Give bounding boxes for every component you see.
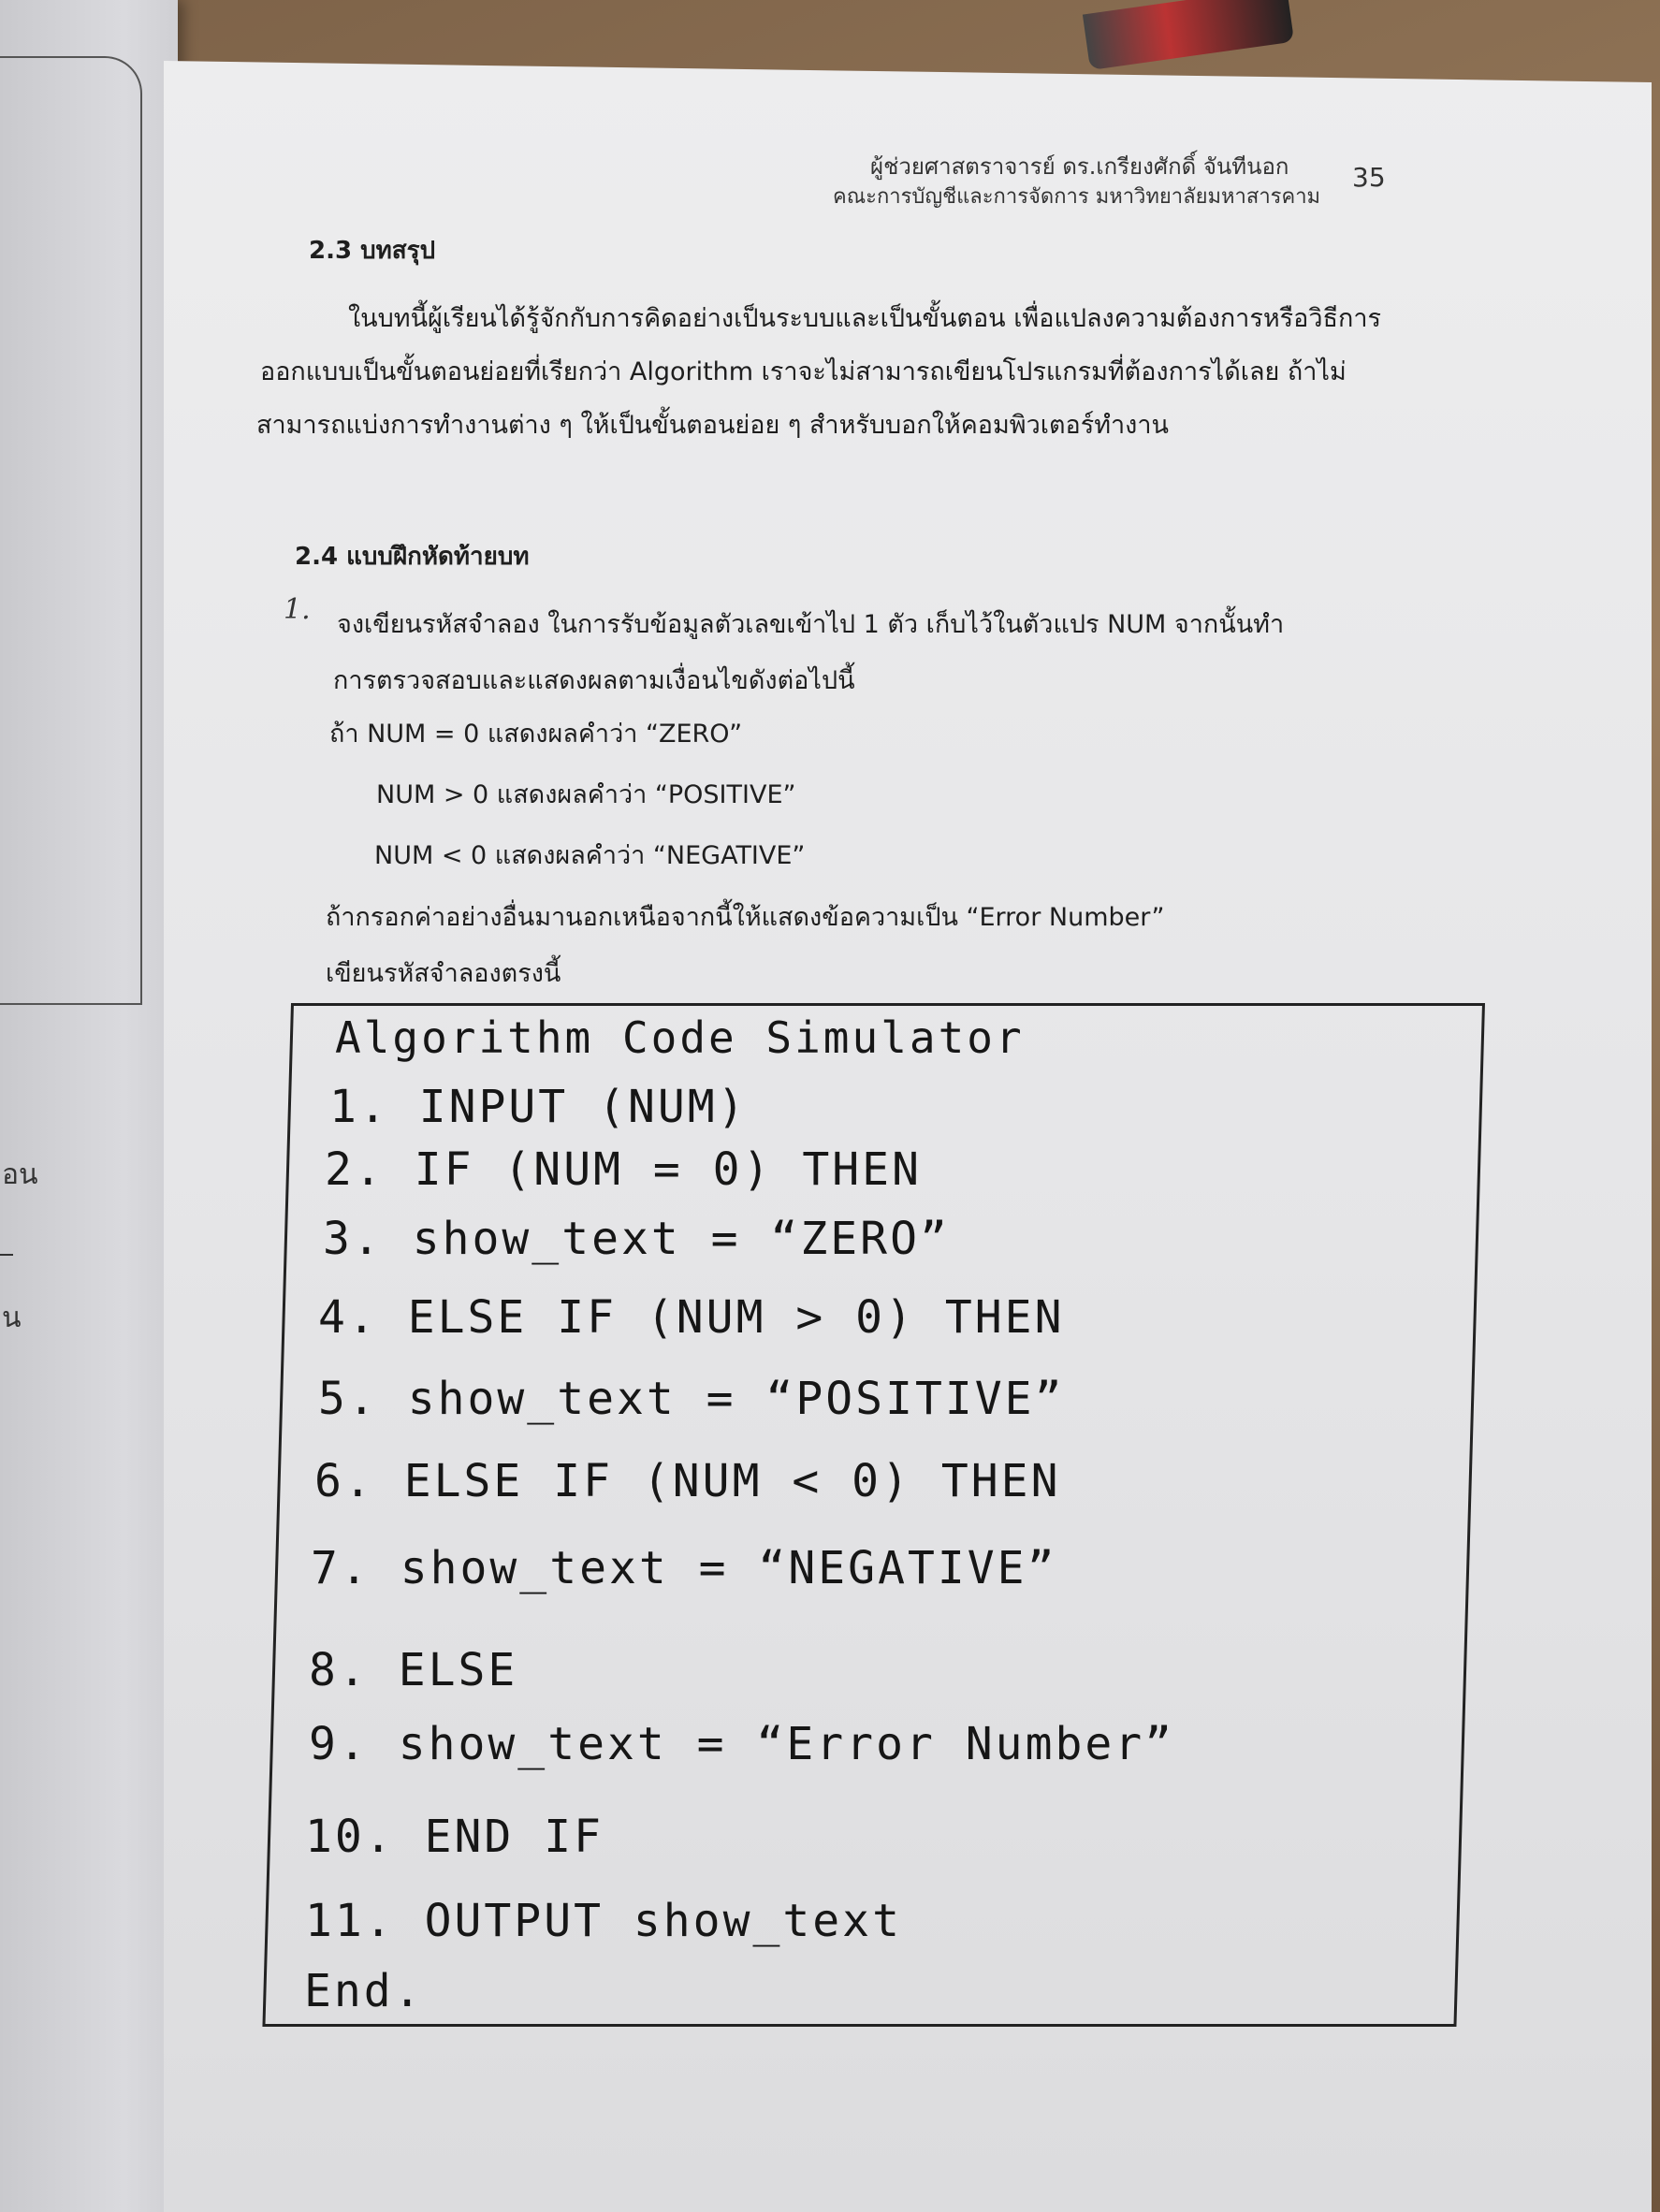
- handwritten-line: 10. END IF: [305, 1811, 604, 1863]
- handwritten-line: 2. IF (NUM = 0) THEN: [325, 1143, 922, 1196]
- left-page-fragment: น: [2, 1302, 22, 1334]
- left-page-frame: [0, 56, 142, 1005]
- handwritten-line: 9. show_text = “Error Number”: [309, 1718, 1175, 1770]
- answer-instruction: เขียนรหัสจำลองตรงนี้: [326, 959, 561, 988]
- handwritten-title: Algorithm Code Simulator: [335, 1012, 1025, 1063]
- condition-other: ถ้ากรอกค่าอย่างอื่นมานอกเหนือจากนี้ให้แสดงข้อความเป็น “Error Number”: [326, 903, 1165, 932]
- page-number: 35: [1352, 162, 1386, 193]
- handwritten-line: 5. show_text = “POSITIVE”: [318, 1373, 1065, 1425]
- left-page-dash: [0, 1254, 13, 1256]
- handwritten-line: 8. ELSE: [309, 1644, 518, 1696]
- summary-heading: 2.3 บทสรุป: [309, 237, 436, 265]
- condition-positive: NUM > 0 แสดงผลคำว่า “POSITIVE”: [376, 780, 796, 809]
- handwritten-line: 6. ELSE IF (NUM < 0) THEN: [314, 1455, 1061, 1507]
- summary-line: ออกแบบเป็นขั้นตอนย่อยที่เรียกว่า Algorithm เราจะไม่สามารถเขียนโปรแกรมที่ต้องการได้เลย ถ้าไม่: [260, 357, 1347, 386]
- header-author: ผู้ช่วยศาสตราจารย์ ดร.เกรียงศักดิ์ จันทีนอก: [870, 153, 1289, 180]
- exercise-line: จงเขียนรหัสจำลอง ในการรับข้อมูลตัวเลขเข้าไป 1 ตัว เก็บไว้ในตัวแปร NUM จากนั้นทำ: [337, 610, 1285, 639]
- handwritten-line: 3. show_text = “ZERO”: [323, 1213, 950, 1265]
- header-faculty: คณะการบัญชีและการจัดการ มหาวิทยาลัยมหาสารคาม: [833, 185, 1321, 209]
- handwritten-line: 1. INPUT (NUM): [329, 1081, 748, 1133]
- left-page-fragment: อน: [2, 1158, 38, 1191]
- summary-line: ในบทนี้ผู้เรียนได้รู้จักกับการคิดอย่างเป็นระบบและเป็นขั้นตอน เพื่อแปลงความต้องการหรือวิธีการ: [348, 304, 1382, 333]
- condition-negative: NUM < 0 แสดงผลคำว่า “NEGATIVE”: [374, 841, 806, 870]
- handwritten-line: 11. OUTPUT show_text: [305, 1895, 902, 1947]
- exercise-heading: 2.4 แบบฝึกหัดท้ายบท: [295, 543, 530, 571]
- exercise-line: การตรวจสอบและแสดงผลตามเงื่อนไขดังต่อไปนี้: [333, 666, 855, 695]
- exercise-number: 1.: [284, 593, 311, 626]
- handwritten-end: End.: [304, 1965, 424, 2017]
- condition-zero: ถ้า NUM = 0 แสดงผลคำว่า “ZERO”: [329, 720, 743, 749]
- summary-line: สามารถแบ่งการทำงานต่าง ๆ ให้เป็นขั้นตอนย่อย ๆ สำหรับบอกให้คอมพิวเตอร์ทำงาน: [256, 411, 1169, 440]
- handwritten-line: 7. show_text = “NEGATIVE”: [311, 1542, 1057, 1594]
- left-page: [0, 0, 178, 2212]
- handwritten-line: 4. ELSE IF (NUM > 0) THEN: [318, 1291, 1065, 1344]
